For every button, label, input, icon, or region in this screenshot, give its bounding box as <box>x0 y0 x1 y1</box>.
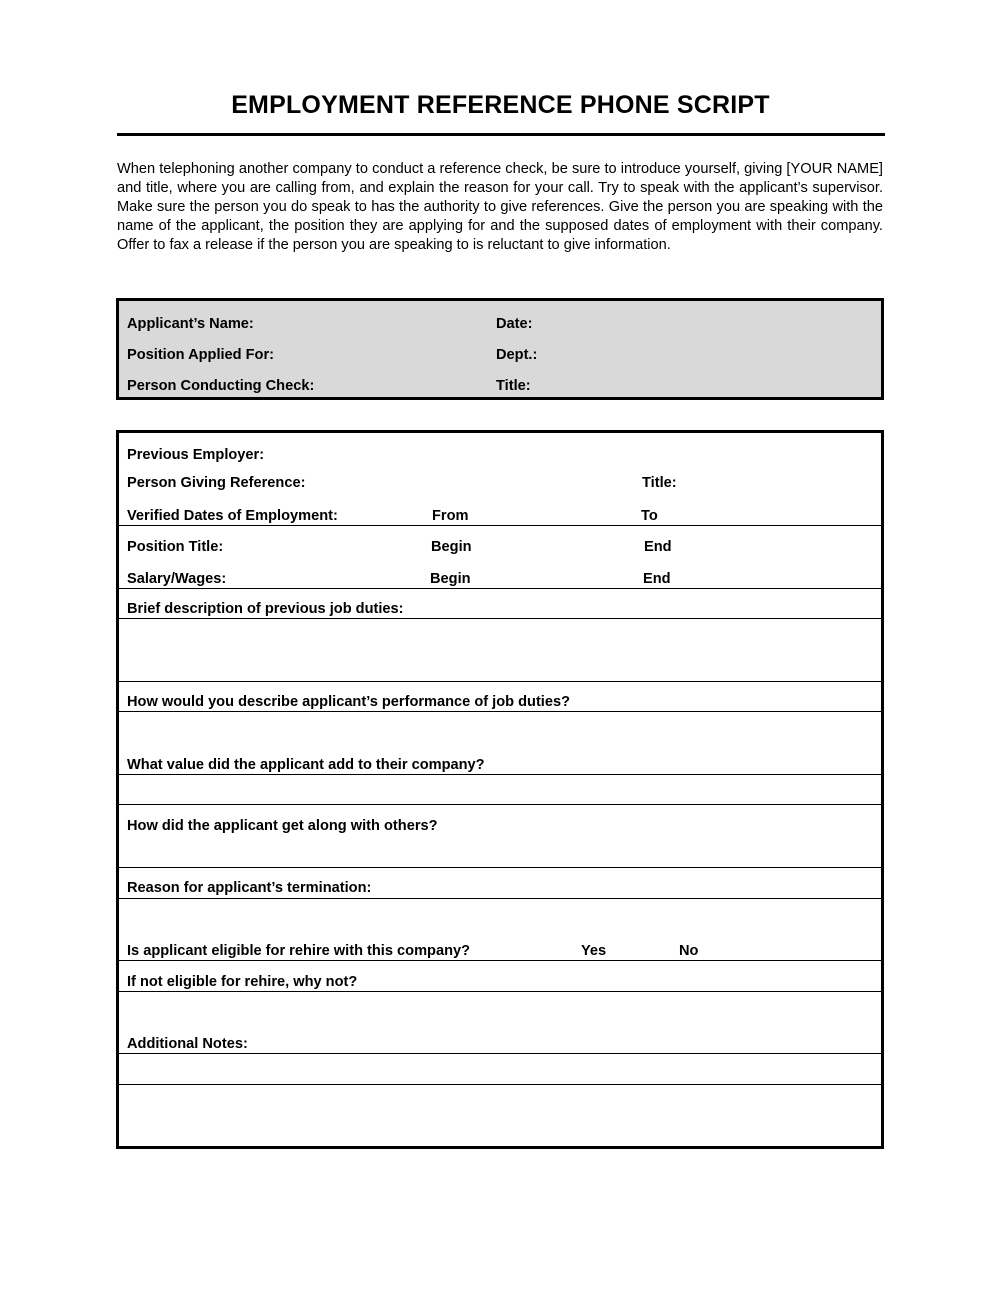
row-divider <box>119 711 881 712</box>
not-eligible-label: If not eligible for rehire, why not? <box>127 974 358 990</box>
termination-label: Reason for applicant’s termination: <box>127 880 372 896</box>
row-divider <box>119 898 881 899</box>
intro-paragraph: When telephoning another company to conduct a reference check, be sure to introduce yourself, giving [YOUR NAME] and title, where you are calling from, and explain the reason for your call. Try to speak with the applicant’s supervisor. Make sure the person you do speak to has the authority to give references. Give the person you are speaking with the name of the applicant, the position they are applying for and the supposed dates of employment with their company. Offer to fax a release if the person you are speaking to is reluctant to give information. <box>117 161 883 253</box>
conductor-title-label: Title: <box>496 378 531 394</box>
row-divider <box>119 867 881 868</box>
salary-end-label: End <box>643 571 671 587</box>
position-begin-label: Begin <box>431 539 472 555</box>
row-divider <box>119 588 881 589</box>
row-divider <box>119 960 881 961</box>
dept-label: Dept.: <box>496 347 538 363</box>
salary-begin-label: Begin <box>430 571 471 587</box>
title-divider <box>117 133 885 136</box>
row-divider <box>119 774 881 775</box>
row-divider <box>119 525 881 526</box>
reference-details-box <box>116 430 884 1149</box>
row-divider <box>119 1053 881 1054</box>
rehire-yes-label: Yes <box>581 943 607 959</box>
performance-label: How would you describe applicant’s performance of job duties? <box>127 694 571 710</box>
dates-to-label: To <box>641 508 658 524</box>
rehire-no-label: No <box>679 943 699 959</box>
previous-employer-label: Previous Employer: <box>127 447 265 463</box>
row-divider <box>119 804 881 805</box>
get-along-label: How did the applicant get along with others? <box>127 818 438 834</box>
row-divider <box>119 618 881 619</box>
page-title: EMPLOYMENT REFERENCE PHONE SCRIPT <box>231 91 770 119</box>
additional-notes-label: Additional Notes: <box>127 1036 248 1052</box>
position-applied-label: Position Applied For: <box>127 347 275 363</box>
rehire-eligibility-label: Is applicant eligible for rehire with this company? <box>127 943 471 959</box>
applicant-name-label: Applicant’s Name: <box>127 316 254 332</box>
value-added-label: What value did the applicant add to their company? <box>127 757 485 773</box>
salary-label: Salary/Wages: <box>127 571 227 587</box>
applicant-info-box <box>116 298 884 400</box>
person-giving-reference-label: Person Giving Reference: <box>127 475 306 491</box>
row-divider <box>119 681 881 682</box>
person-conducting-label: Person Conducting Check: <box>127 378 315 394</box>
position-title-label: Position Title: <box>127 539 224 555</box>
row-divider <box>119 1084 881 1085</box>
reference-title-label: Title: <box>642 475 677 491</box>
verified-dates-label: Verified Dates of Employment: <box>127 508 338 524</box>
position-end-label: End <box>644 539 672 555</box>
date-label: Date: <box>496 316 533 332</box>
duties-label: Brief description of previous job duties: <box>127 601 404 617</box>
dates-from-label: From <box>432 508 469 524</box>
row-divider <box>119 991 881 992</box>
